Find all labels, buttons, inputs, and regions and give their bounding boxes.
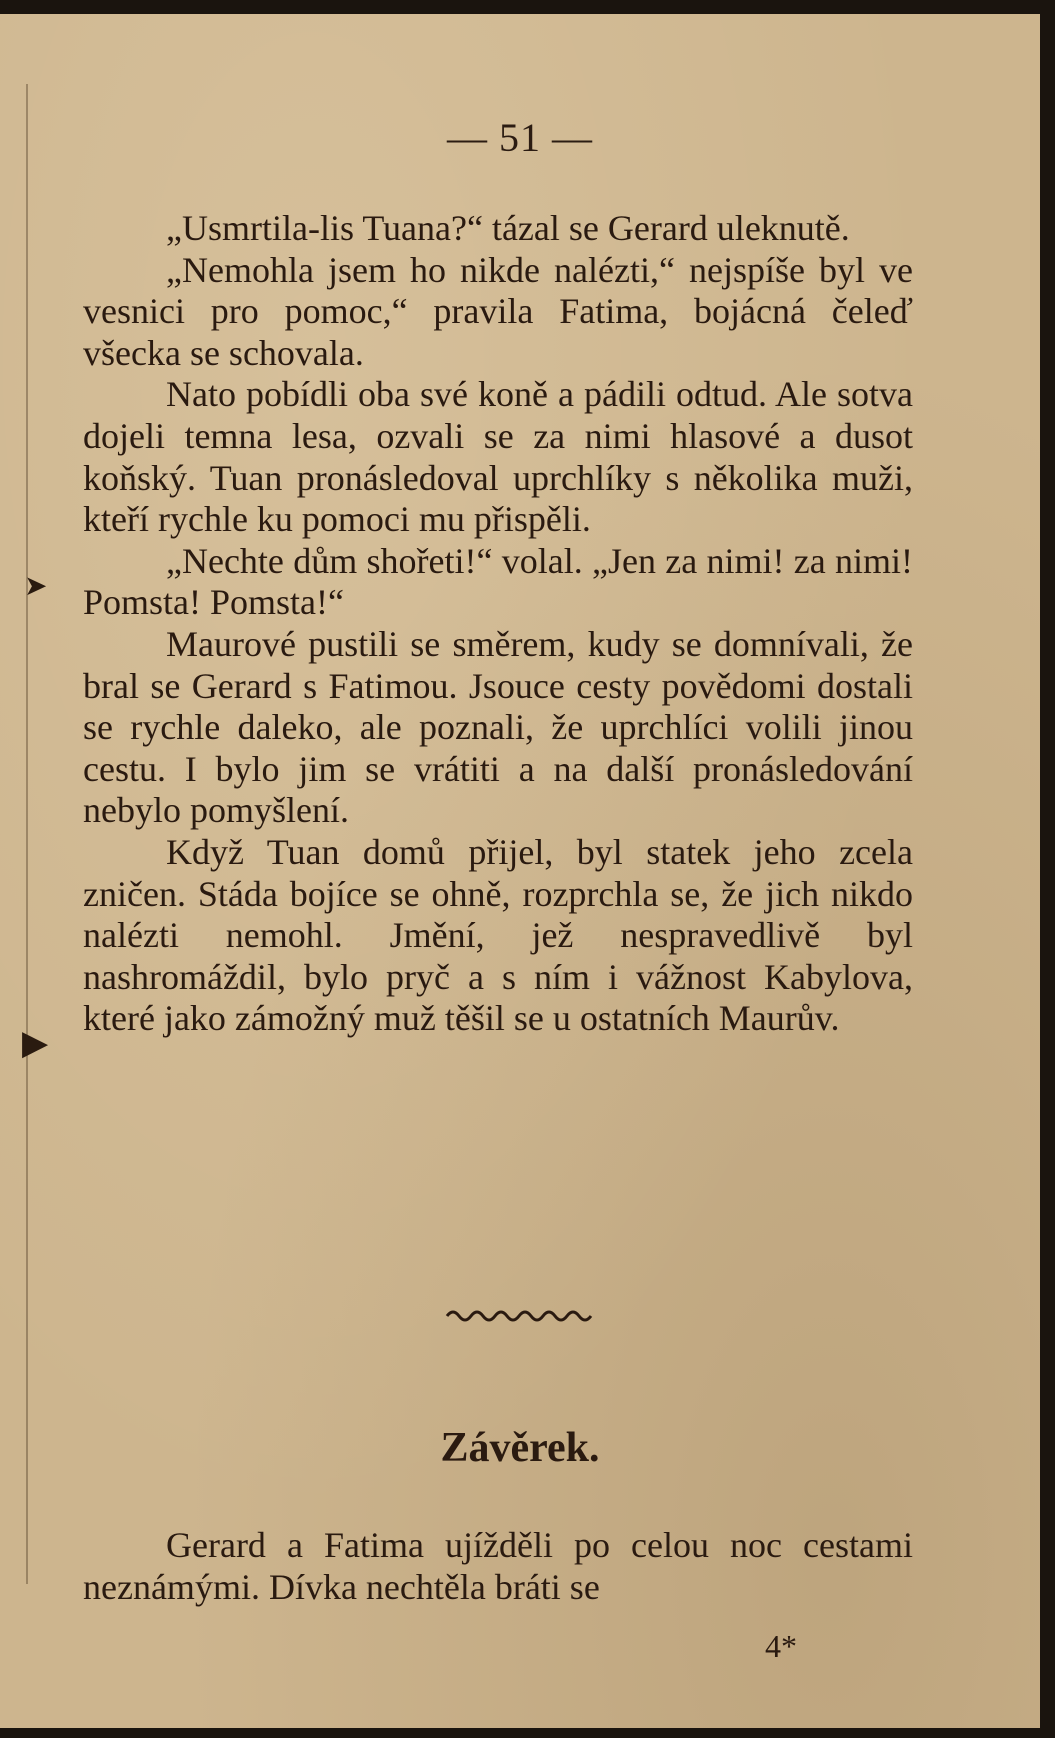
body-text — [83, 208, 913, 1040]
section-text — [83, 1524, 913, 1608]
margin-line — [26, 84, 28, 1584]
book-page — [0, 14, 1040, 1728]
paragraph: „Nemohla jsem ho nikde nalézti,“ nejspíše byl ve vesnici pro pomoc,“ pravila Fatima, bojácná čeleď všecka se schovala. — [83, 249, 913, 373]
signature-mark: 4* — [765, 1628, 797, 1664]
arrow-marker-icon: ➤ — [24, 569, 48, 602]
paragraph: „Usmrtila-lis Tuana?“ tázal se Gerard uleknutě. — [166, 208, 850, 248]
paragraph: Gerard a Fatima ujížděli po celou noc cestami neznámými. Dívka nechtěla bráti se — [83, 1525, 913, 1607]
paragraph: Maurové pustili se směrem, kudy se domnívali, že bral se Gerard s Fatimou. Jsouce cesty povědomi dostali se rychle daleko, ale poznali, že uprchlíci volili jinou cestu. I bylo jim se vrátiti a na další pronásledování nebylo pomyšlení. — [83, 623, 913, 831]
paragraph: Když Tuan domů přijel, byl statek jeho zcela zničen. Stáda bojíce se ohně, rozprchla se, že jich nikdo nalézti nemohl. Jmění, jež nespravedlivě byl nashromáždil, bylo pryč a s ním i vážnost Kabylova, které jako zámožný muž těšil se u ostatních Maurův. — [83, 831, 913, 1039]
wavy-line-ornament-icon — [0, 1304, 1040, 1329]
section-heading: Závěrek. — [440, 1425, 600, 1471]
paragraph: „Nechte dům shořeti!“ volal. „Jen za nimi! za nimi! Pomsta! Pomsta!“ — [83, 540, 913, 623]
paragraph: Nato pobídli oba své koně a pádili odtud. Ale sotva dojeli temna lesa, ozvali se za nimi hlasové a dusot koňský. Tuan pronásledoval uprchlíky s několika muži, kteří rychle ku pomoci mu přispěli. — [83, 374, 913, 540]
page-number: — 51 — — [447, 115, 593, 160]
margin-mark-icon: ▶ — [22, 1023, 49, 1063]
